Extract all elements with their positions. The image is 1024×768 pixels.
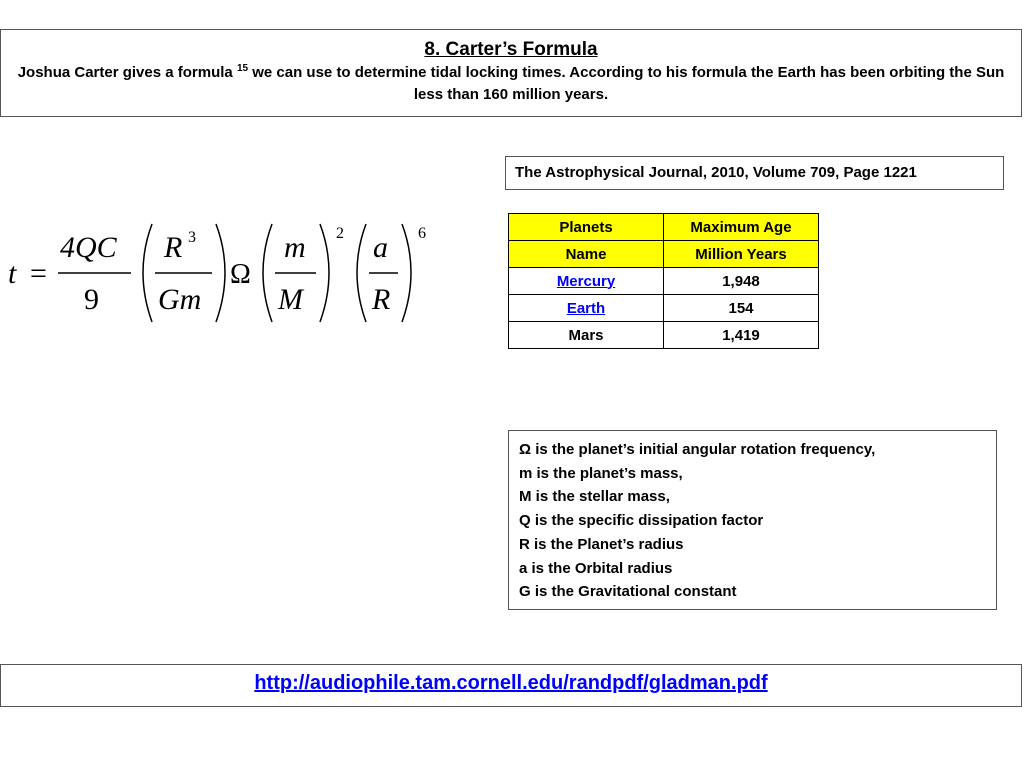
formula-frac3-denominator: M <box>278 283 303 316</box>
table-subheader-row <box>509 241 819 268</box>
source-link[interactable]: http://audiophile.tam.cornell.edu/randpdf/gladman.pdf <box>254 672 768 694</box>
page-title: 8. Carter’s Formula <box>424 39 598 60</box>
legend-item: a is the Orbital radius <box>519 559 673 577</box>
formula-frac2-denominator: Gm <box>158 283 202 316</box>
max-age-table <box>508 213 819 349</box>
footer-link-box <box>0 664 1022 707</box>
footnote-ref: 15 <box>236 63 249 74</box>
formula-frac3-numerator: m <box>284 231 306 264</box>
formula-paren3-right <box>320 224 329 322</box>
header-box <box>0 29 1022 117</box>
legend-item: m is the planet’s mass, <box>519 464 683 482</box>
legend-item: Ω is the planet’s initial angular rotation frequency, <box>519 441 876 458</box>
legend-item: G is the Gravitational constant <box>519 583 737 601</box>
variable-legend <box>508 430 997 610</box>
formula-frac3-exponent: 2 <box>336 225 344 242</box>
formula-frac2-exponent: 3 <box>188 229 196 246</box>
formula-paren2-left <box>143 224 152 322</box>
formula-frac1-denominator: 9 <box>84 283 99 316</box>
table-header-row <box>509 214 819 241</box>
formula-frac1-numerator: 4QC <box>60 231 117 264</box>
table-header-cell: Planets <box>509 214 664 241</box>
earth-link[interactable]: Earth <box>566 299 606 317</box>
formula-equals: = <box>30 257 47 290</box>
description-end: we can use to determine tidal locking times. According to his formula the Earth has been orbiting the Sun less than 160 million years. <box>252 64 1005 103</box>
table-header-cell: Maximum Age <box>664 214 819 241</box>
formula-omega: Ω <box>230 259 251 290</box>
table-cell-age: 1,948 <box>664 268 819 295</box>
table-row <box>509 268 819 295</box>
legend-item: M is the stellar mass, <box>519 488 670 506</box>
formula-frac2-numerator: R <box>164 231 183 264</box>
formula-frac4-denominator: R <box>372 283 391 316</box>
legend-item: Q is the specific dissipation factor <box>519 512 764 530</box>
legend-item: R is the Planet’s radius <box>519 535 684 553</box>
description-start: Joshua Carter gives a formula <box>17 64 233 81</box>
mercury-link[interactable]: Mercury <box>556 272 616 290</box>
table-row <box>509 322 819 349</box>
header-description <box>1 61 1021 106</box>
table-row <box>509 295 819 322</box>
table-cell-planet <box>509 268 664 295</box>
table-cell-planet <box>509 295 664 322</box>
formula-paren4-left <box>357 224 366 322</box>
table-cell-age: 1,419 <box>664 322 819 349</box>
table-cell-age: 154 <box>664 295 819 322</box>
formula-frac4-exponent: 6 <box>418 225 426 242</box>
formula-paren4-right <box>402 224 411 322</box>
table-header-cell: Name <box>509 241 664 268</box>
carter-formula <box>0 212 440 332</box>
formula-paren2-right <box>216 224 225 322</box>
citation-box: The Astrophysical Journal, 2010, Volume 709, Page 1221 <box>505 156 1004 190</box>
table-cell-planet: Mars <box>509 322 664 349</box>
formula-paren3-left <box>263 224 272 322</box>
table-header-cell: Million Years <box>664 241 819 268</box>
formula-t: t <box>8 257 17 290</box>
formula-frac4-numerator: a <box>373 231 388 264</box>
